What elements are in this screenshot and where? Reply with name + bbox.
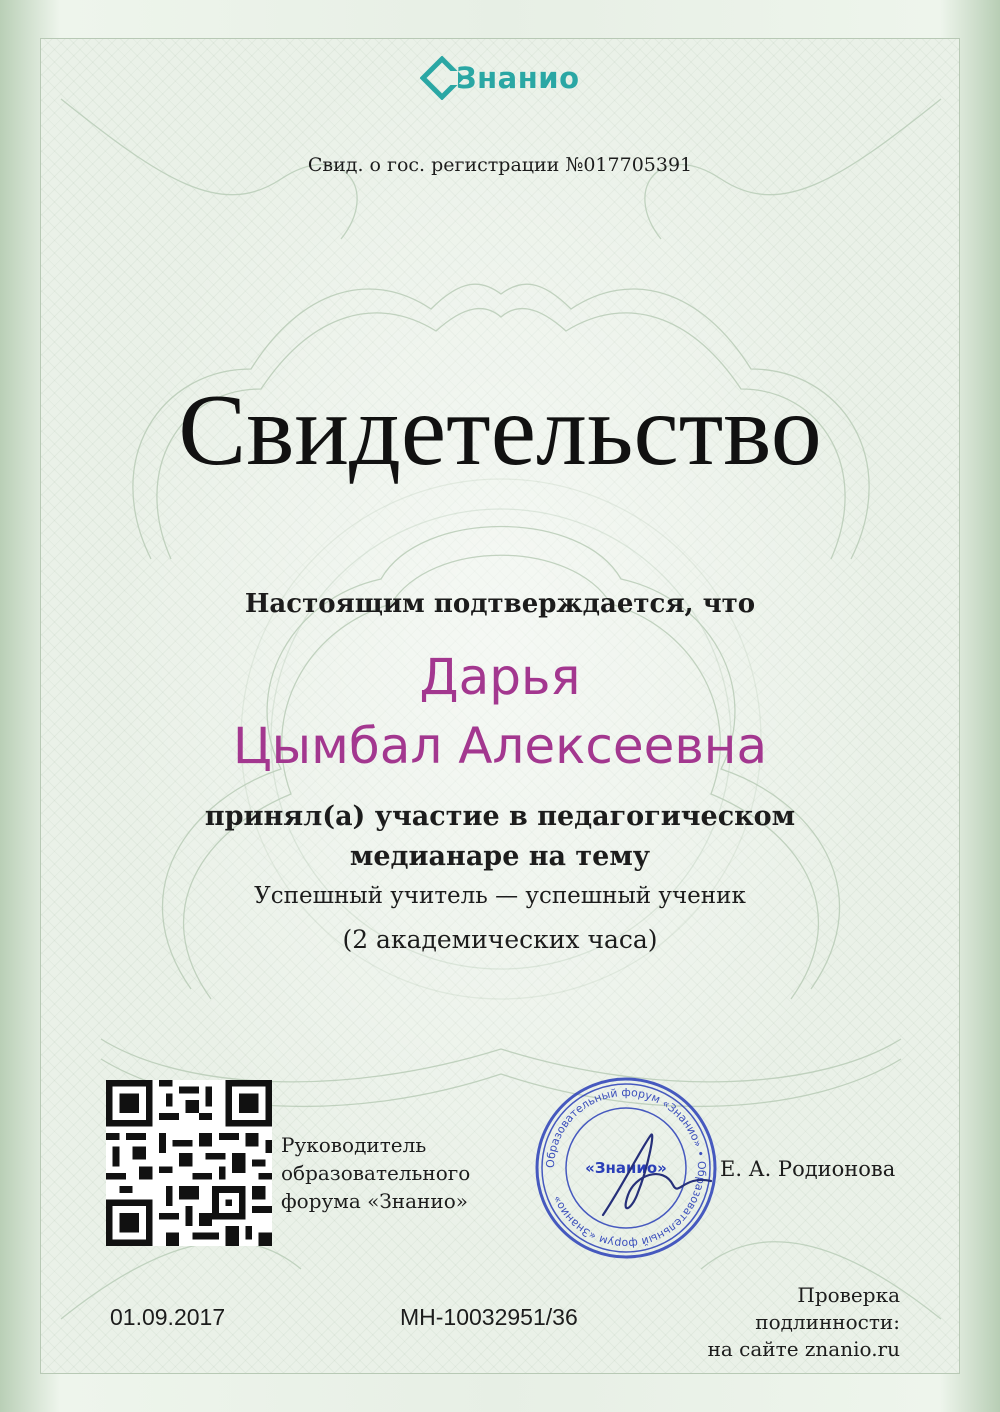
recipient-surname-patronymic: Цымбал Алексеевна bbox=[232, 717, 768, 775]
verify-line-3: на сайте znanio.ru bbox=[707, 1337, 900, 1361]
webinar-topic: Успешный учитель — успешный ученик bbox=[254, 883, 746, 909]
logo-text: Знанио bbox=[456, 61, 580, 95]
certificate-number: МН-10032951/36 bbox=[400, 1304, 578, 1330]
signer-line-2: образовательного bbox=[281, 1161, 471, 1185]
signer-line-3: форума «Знанио» bbox=[281, 1189, 468, 1213]
academic-hours: (2 академических часа) bbox=[342, 925, 658, 954]
znanio-logo bbox=[420, 56, 580, 100]
signer-title bbox=[281, 1131, 470, 1215]
certificate-title: Свидетельство bbox=[178, 374, 822, 487]
official-stamp bbox=[533, 1075, 719, 1261]
qr-code-icon bbox=[106, 1080, 272, 1246]
issue-date: 01.09.2017 bbox=[110, 1304, 226, 1330]
participation-line-1: принял(а) участие в педагогическом bbox=[204, 801, 796, 832]
registration-number: Свид. о гос. регистрации №017705391 bbox=[307, 154, 693, 176]
confirmation-intro: Настоящим подтверждается, что bbox=[244, 589, 756, 619]
verify-line-1: Проверка bbox=[797, 1283, 900, 1307]
signatory-name: Е. А. Родионова bbox=[720, 1157, 896, 1181]
verification-note bbox=[708, 1282, 900, 1363]
stamp-ring-text: Образовательный форум «Знанио» • Образовательный форум «Знанио» bbox=[543, 1085, 709, 1251]
recipient-first-name: Дарья bbox=[419, 648, 581, 706]
verify-line-2: подлинности: bbox=[755, 1310, 900, 1334]
participation-line-2: медианаре на тему bbox=[349, 841, 651, 872]
stamp-center-text: «Знанио» bbox=[585, 1159, 667, 1177]
signer-line-1: Руководитель bbox=[281, 1133, 427, 1157]
